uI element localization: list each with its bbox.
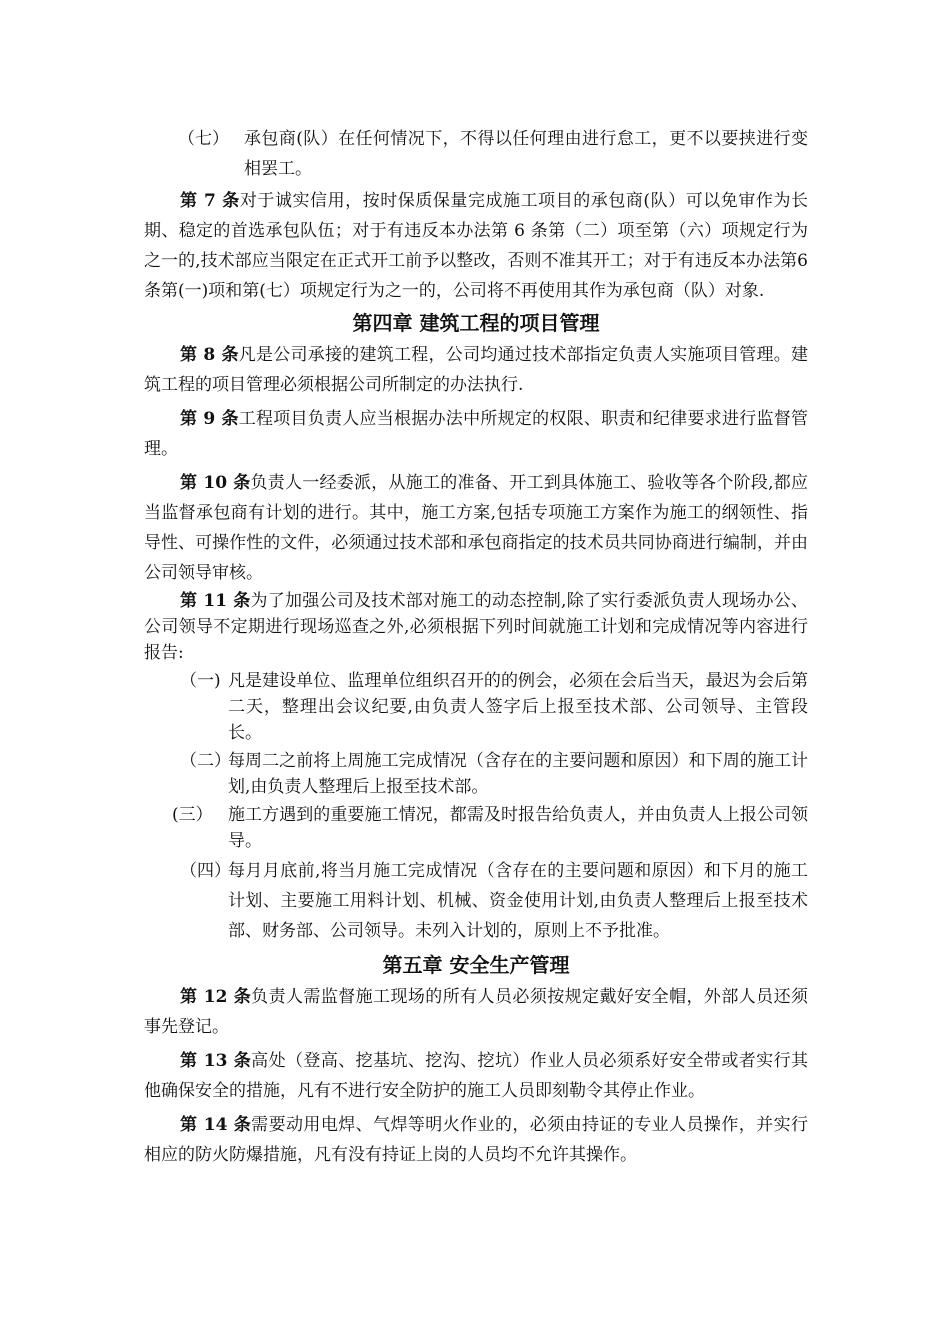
- list-item-text: 每周二之前将上周施工完成情况（含存在的主要问题和原因）和下周的施工计划,由负责人整理后上报至技术部。: [228, 751, 808, 797]
- list-item-label: （四）: [180, 861, 231, 881]
- list-item-7: [144, 124, 808, 184]
- article-number: 第 13 条: [180, 1051, 252, 1071]
- article-text: 工程项目负责人应当根据办法中所规定的权限、职责和纪律要求进行监督管理。: [144, 409, 808, 459]
- article-number: 第 8 条: [180, 345, 239, 365]
- article-number: 第 12 条: [180, 987, 252, 1007]
- article-12: [144, 982, 808, 1042]
- article-11: [144, 588, 808, 666]
- article-text: 高处（登高、挖基坑、挖沟、挖坑）作业人员必须系好安全带或者实行其他确保安全的措施，凡有不进行安全防护的施工人员即刻勒令其停止作业。: [144, 1051, 808, 1101]
- article-11-item-1: [144, 668, 808, 746]
- list-item-text: 每月月底前,将当月施工完成情况（含存在的主要问题和原因）和下月的施工计划、主要施工用料计划、机械、资金使用计划,由负责人整理后上报至技术部、财务部、公司领导。未列入计划的，原则上不予批准。: [228, 861, 808, 941]
- article-11-item-3: [144, 802, 808, 854]
- article-number: 第 7 条: [180, 191, 240, 211]
- article-text: 负责人需监督施工现场的所有人员必须按规定戴好安全帽，外部人员还须事先登记。: [144, 987, 808, 1037]
- article-text: 凡是公司承接的建筑工程，公司均通过技术部指定负责人实施项目管理。建筑工程的项目管理必须根据公司所制定的办法执行.: [144, 345, 808, 395]
- list-item-label: （七）: [178, 129, 229, 149]
- document-body: [144, 124, 808, 1170]
- article-number: 第 14 条: [180, 1115, 252, 1135]
- article-8: [144, 340, 808, 400]
- article-text: 对于诚实信用，按时保质保量完成施工项目的承包商(队）可以免审作为长期、稳定的首选承包队伍；对于有违反本办法第 6 条第（二）项至第（六）项规定行为之一的,技术部应当限定在正式开工前予以整改，否则不准其开工；对于有违反本办法第6条第(一)项和第(七）项规定行为之一的，公司将不再使用其作为承包商（队）对象.: [144, 191, 808, 301]
- chapter-heading-4: 第四章 建筑工程的项目管理: [352, 311, 600, 335]
- article-9: [144, 404, 808, 464]
- article-7: [144, 186, 808, 306]
- article-11-item-2: [144, 748, 808, 800]
- list-item-text: 施工方遇到的重要施工情况，都需及时报告给负责人，并由负责人上报公司领导。: [228, 805, 808, 851]
- article-number: 第 10 条: [180, 473, 251, 493]
- article-number: 第 11 条: [180, 591, 251, 611]
- article-14: [144, 1110, 808, 1170]
- article-text: 需要动用电焊、气焊等明火作业的，必须由持证的专业人员操作，并实行相应的防火防爆措施，凡有没有持证上岗的人员均不允许其操作。: [144, 1115, 808, 1165]
- list-item-text: 凡是建设单位、监理单位组织召开的的例会，必须在会后当天，最迟为会后第二天，整理出会议纪要,由负责人签字后上报至技术部、公司领导、主管段长。: [228, 671, 808, 743]
- list-item-text: 承包商(队）在任何情况下，不得以任何理由进行怠工，更不以要挟进行变相罢工。: [244, 129, 808, 179]
- list-item-label: （一): [180, 671, 221, 691]
- chapter-heading-5: 第五章 安全生产管理: [382, 953, 570, 977]
- article-text: 负责人一经委派，从施工的准备、开工到具体施工、验收等各个阶段,都应当监督承包商有计划的进行。其中，施工方案,包括专项施工方案作为施工的纲领性、指导性、可操作性的文件，必须通过技术部和承包商指定的技术员共同协商进行编制，并由公司领导审核。: [144, 473, 809, 583]
- article-13: [144, 1046, 808, 1106]
- article-11-item-4: [144, 856, 808, 946]
- article-text: 为了加强公司及技术部对施工的动态控制,除了实行委派负责人现场办公、公司领导不定期进行现场巡查之外,必须根据下列时间就施工计划和完成情况等内容进行报告:: [144, 591, 809, 663]
- list-item-label: （二）: [180, 751, 231, 771]
- list-item-label: (三）: [172, 805, 213, 825]
- article-number: 第 9 条: [180, 409, 239, 429]
- article-10: [144, 468, 808, 588]
